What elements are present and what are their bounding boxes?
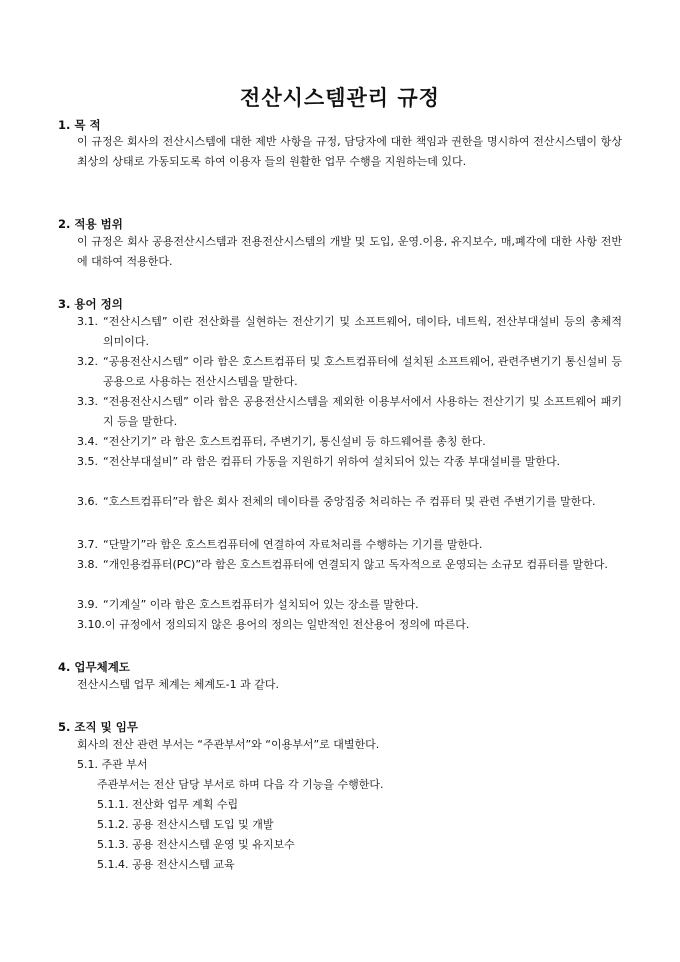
section-1-body: 이 규정은 회사의 전산시스템에 대한 제반 사항을 규정, 담당자에 대한 책임과 권한을 명시하여 전산시스템이 항상 최상의 상태로 가동되도록 하여 이용자 들의 원활한 업무 수행을 지원하는데 있다.	[77, 135, 622, 168]
section-4-heading: 4. 업무체계도	[58, 660, 130, 674]
definition-text: “단말기”라 함은 호스트컴퓨터에 연결하여 자료처리를 수행하는 기기를 말한다.	[103, 538, 483, 551]
definition-item	[77, 535, 622, 555]
duty-item: 5.1.2. 공용 전산시스템 도입 및 개발	[97, 818, 274, 831]
duty-item: 5.1.3. 공용 전산시스템 운영 및 유지보수	[97, 838, 295, 851]
definition-number: 3.7.	[77, 538, 98, 551]
definition-text: “전산시스템” 이란 전산화를 실현하는 전산기기 및 소프트웨어, 데이타, 네트웍, 전산부대설비 등의 총체적 의미이다.	[103, 315, 622, 348]
definition-item	[77, 595, 622, 615]
definition-number: 3.2.	[77, 355, 98, 368]
definition-text: “공용전산시스템” 이라 함은 호스트컴퓨터 및 호스트컴퓨터에 설치된 소프트웨어, 관련주변기기 통신설비 등 공용으로 사용하는 전산시스템을 말한다.	[103, 355, 622, 388]
definition-number: 3.4.	[77, 435, 98, 448]
section-2-body: 이 규정은 회사 공용전산시스템과 전용전산시스템의 개발 및 도입, 운영.이용, 유지보수, 매,폐각에 대한 사항 전반에 대하여 적용한다.	[77, 235, 622, 268]
definition-text: “개인용컴퓨터(PC)”라 함은 호스트컴퓨터에 연결되지 않고 독자적으로 운영되는 소규모 컴퓨터를 말한다.	[103, 558, 608, 571]
definition-number: 3.5.	[77, 455, 98, 468]
document-title: 전산시스템관리 규정	[240, 85, 440, 110]
definition-text: “전산기기” 라 함은 호스트컴퓨터, 주변기기, 통신설비 등 하드웨어를 총칭 한다.	[103, 435, 486, 448]
definition-item	[77, 555, 622, 575]
section-2-heading: 2. 적용 범위	[58, 217, 123, 231]
definition-text: “전산부대설비” 라 함은 컴퓨터 가동을 지원하기 위하여 설치되어 있는 각종 부대설비를 말한다.	[103, 455, 561, 468]
definition-item	[77, 312, 622, 352]
section-4-body: 전산시스템 업무 체계는 체계도-1 과 같다.	[77, 678, 279, 691]
section-5-body: 회사의 전산 관련 부서는 “주관부서”와 “이용부서”로 대별한다.	[77, 738, 380, 751]
definition-number: 3.10.	[77, 618, 105, 631]
duty-item: 5.1.1. 전산화 업무 계획 수립	[97, 798, 239, 811]
definition-number: 3.3.	[77, 395, 98, 408]
section-5-heading: 5. 조직 및 임무	[58, 720, 138, 734]
definition-item	[77, 615, 622, 635]
definition-item	[77, 452, 622, 472]
definition-number: 3.9.	[77, 598, 98, 611]
definition-number: 3.6.	[77, 495, 98, 508]
subsection-5-1-heading: 5.1. 주관 부서	[77, 758, 148, 771]
duty-item: 5.1.4. 공용 전산시스템 교육	[97, 858, 235, 871]
definition-item	[77, 352, 622, 392]
definition-number: 3.1.	[77, 315, 98, 328]
definition-text: 이 규정에서 정의되지 않은 용어의 정의는 일반적인 전산용어 정의에 따른다.	[105, 618, 470, 631]
definition-item	[77, 492, 622, 512]
section-1-heading: 1. 목 적	[58, 118, 101, 132]
definition-item	[77, 432, 622, 452]
definition-item	[77, 392, 622, 432]
subsection-5-1-body: 주관부서는 전산 담당 부서로 하며 다음 각 기능을 수행한다.	[97, 778, 384, 791]
definition-number: 3.8.	[77, 558, 98, 571]
definition-text: “기계실” 이라 함은 호스트컴퓨터가 설치되어 있는 장소를 말한다.	[103, 598, 419, 611]
section-3-heading: 3. 용어 정의	[58, 297, 123, 311]
definition-text: “전용전산시스템” 이라 함은 공용전산시스템을 제외한 이용부서에서 사용하는 전산기기 및 소프트웨어 패키지 등을 말한다.	[103, 395, 622, 428]
definition-text: “호스트컴퓨터”라 함은 회사 전체의 데이타를 중앙집중 처리하는 주 컴퓨터 및 관련 주변기기를 말한다.	[103, 495, 596, 508]
